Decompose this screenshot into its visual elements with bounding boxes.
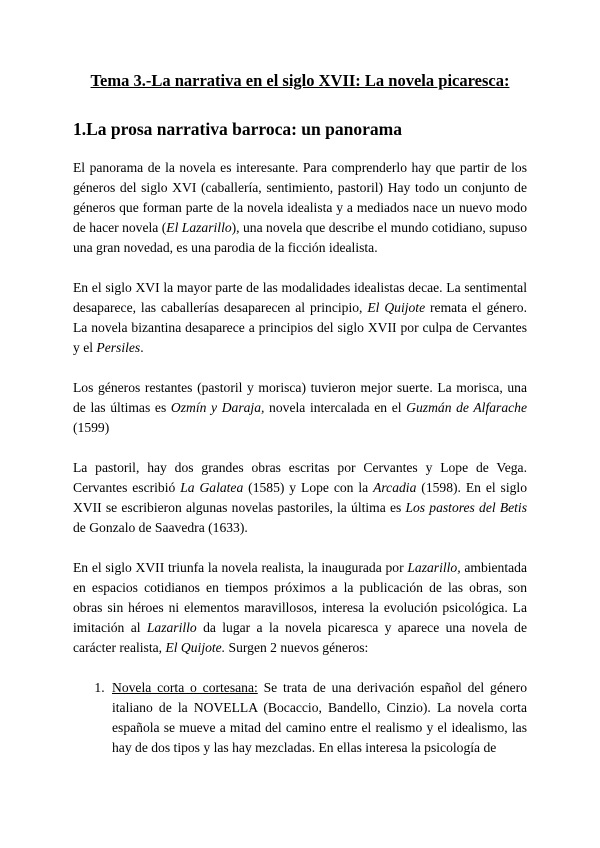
- italic-title: Ozmín y Daraja,: [170, 400, 265, 415]
- text-run: (1599): [73, 420, 110, 435]
- italic-title: Lazarillo,: [407, 560, 461, 575]
- italic-title: Lazarillo: [146, 620, 197, 635]
- paragraph-1: [73, 158, 527, 258]
- paragraph-5: [73, 558, 527, 658]
- list-item-text: Se trata de una derivación español del género italiano de la NOVELLA (Bocaccio, Bandello, Cinzio). La novela corta española se mueve a mitad del camino entre el realismo y el idealismo, las hay de dos tipos y las hay mezcladas. En ellas interesa la psicología de: [112, 680, 528, 755]
- text-run: remata el género. La novela bizantina desaparece a principios del siglo XVII por culpa de Cervantes y el: [73, 300, 527, 355]
- italic-title: Persiles: [96, 340, 141, 355]
- text-run: (1598). En el siglo XVII se escribieron algunas novelas pastoriles, la última es: [73, 480, 527, 515]
- text-run: Los géneros restantes (pastoril y morisca) tuvieron mejor suerte. La morisca, una de las últimas es: [73, 380, 527, 415]
- paragraph-2: [73, 278, 527, 358]
- text-run: En el siglo XVI la mayor parte de las modalidades idealistas decae. La sentimental desaparece, las caballerías desaparecen al principio,: [73, 280, 527, 315]
- paragraph-4: [73, 458, 527, 538]
- genre-list: [73, 678, 527, 758]
- italic-title: Arcadia: [373, 480, 417, 495]
- text-run: Surgen 2 nuevos géneros:: [225, 640, 369, 655]
- text-run: En el siglo XVII triunfa la novela realista, la inaugurada por: [73, 560, 408, 575]
- italic-title: Guzmán de Alfarache: [406, 400, 527, 415]
- italic-title: El Quijote: [367, 300, 426, 315]
- italic-title: La Galatea: [180, 480, 244, 495]
- italic-title: El Quijote.: [165, 640, 226, 655]
- italic-title: Los pastores del Betis: [405, 500, 527, 515]
- list-item: [108, 678, 527, 758]
- italic-title: El Lazarillo: [166, 220, 232, 235]
- text-run: de Gonzalo de Saavedra (1633).: [73, 520, 248, 535]
- text-run: .: [140, 340, 144, 355]
- text-run: ambientada en espacios cotidianos en tiempos próximos a la publicación de las obras, son obras sin héroes ni elementos maravillosos, interesa la evolución psicológica. La imitación al: [73, 560, 527, 635]
- paragraph-3: [73, 378, 527, 438]
- text-run: ), una novela que describe el mundo cotidiano, supuso una gran novedad, es una parodia de la ficción idealista.: [73, 220, 527, 255]
- text-run: novela intercalada en el: [264, 400, 407, 415]
- text-run: da lugar a la novela picaresca y aparece una novela de carácter realista,: [73, 620, 527, 655]
- text-run: (1585) y Lope con la: [243, 480, 374, 495]
- list-item-term: Novela corta o cortesana:: [112, 680, 258, 695]
- text-run: La pastoril, hay dos grandes obras escritas por Cervantes y Lope de Vega. Cervantes escribió: [73, 460, 527, 495]
- text-run: El panorama de la novela es interesante. Para comprenderlo hay que partir de los géneros del siglo XVI (caballería, sentimiento, pastoril) Hay todo un conjunto de géneros que forman parte de la novela idealista y a mediados nace un nuevo modo de hacer novela (: [73, 160, 527, 235]
- section-heading: 1.La prosa narrativa barroca: un panorama: [73, 119, 402, 139]
- document-title: Tema 3.-La narrativa en el siglo XVII: La novela picaresca:: [90, 71, 510, 90]
